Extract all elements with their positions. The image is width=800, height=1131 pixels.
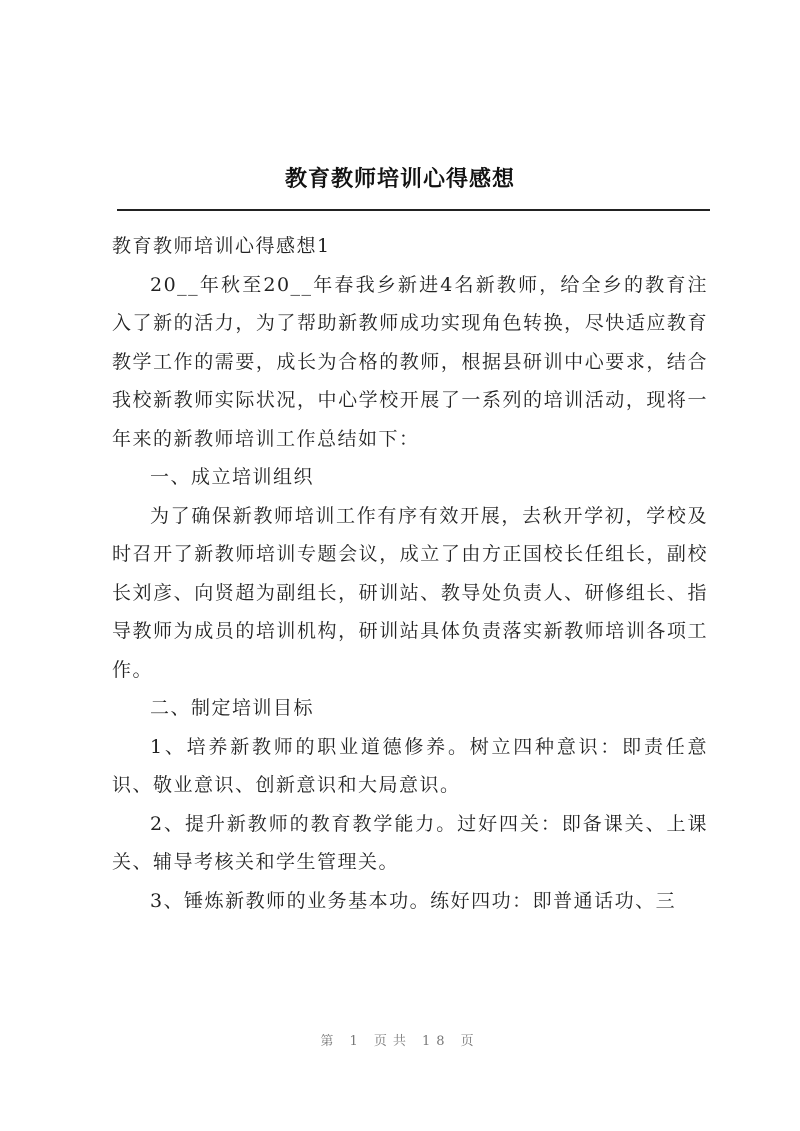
title-divider <box>117 209 710 211</box>
heading-establish-organization: 一、成立培训组织 <box>150 466 315 488</box>
document-body <box>112 227 708 920</box>
paragraph-goal-3: 3、锤炼新教师的业务基本功。练好四功：即普通话功、三 <box>150 889 677 912</box>
document-title: 教育教师培训心得感想 <box>284 166 515 192</box>
paragraph-intro: 20__年秋至20__年春我乡新进4名新教师，给全乡的教育注入了新的活力，为了帮助新教师成功实现角色转换，尽快适应教育教学工作的需要，成长为合格的教师，根据县研训中心要求，结合我校新教师实际状况，中心学校开展了一系列的培训活动，现将一年来的新教师培训工作总结如下： <box>112 273 708 450</box>
heading-training-goals: 二、制定培训目标 <box>150 697 315 719</box>
paragraph-organization: 为了确保新教师培训工作有序有效开展，去秋开学初，学校及时召开了新教师培训专题会议，成立了由方正国校长任组长，副校长刘彦、向贤超为副组长，研训站、教导处负责人、研修组长、指导教师为成员的培训机构，研训站具体负责落实新教师培训各项工作。 <box>112 504 708 681</box>
paragraph-goal-2: 2、提升新教师的教育教学能力。过好四关：即备课关、上课关、辅导考核关和学生管理关。 <box>112 812 708 873</box>
page-number-footer: 第 1 页共 18 页 <box>320 1034 480 1049</box>
section-subtitle: 教育教师培训心得感想1 <box>112 235 331 257</box>
paragraph-goal-1: 1、培养新教师的职业道德修养。树立四种意识：即责任意识、敬业意识、创新意识和大局意识。 <box>112 735 708 796</box>
